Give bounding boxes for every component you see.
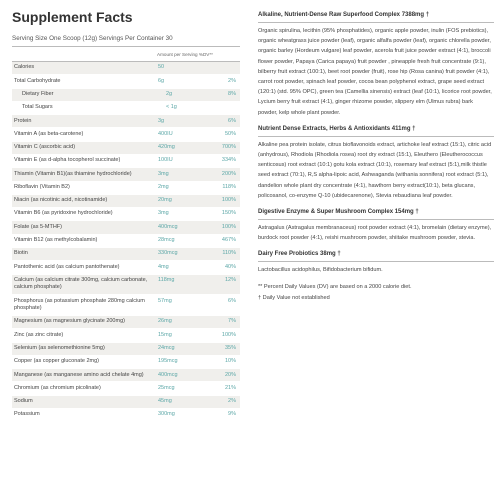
nutrient-name: Total Sugars bbox=[22, 104, 53, 111]
section-title: Digestive Enzyme & Super Mushroom Complex 154mg † bbox=[258, 207, 494, 220]
table-row bbox=[12, 168, 240, 181]
footnotes bbox=[258, 282, 494, 304]
nutrient-amount: 45mg bbox=[158, 398, 172, 405]
nutrient-amount: < 1g bbox=[166, 104, 177, 111]
nutrient-daily-value: 100% bbox=[221, 331, 236, 338]
ingredient-section bbox=[258, 10, 494, 118]
nutrient-amount: 420mg bbox=[158, 144, 175, 151]
nutrient-amount: 4mg bbox=[158, 263, 169, 270]
nutrient-name: Vitamin B6 (as pyridoxine hydrochloride) bbox=[14, 210, 113, 217]
nutrient-name: Protein bbox=[14, 117, 32, 124]
nutrient-daily-value: 9% bbox=[228, 411, 236, 418]
nutrient-amount: 100IU bbox=[158, 157, 173, 164]
nutrient-daily-value: 6% bbox=[228, 117, 236, 124]
nutrient-daily-value: 118% bbox=[222, 183, 236, 190]
nutrient-amount: 2mg bbox=[158, 183, 169, 190]
section-ingredients: Alkaline pea protein isolate, citrus bioflavonoids extract, artichoke leaf extract (15:1), citric acid (anhydrous), Rhodiola (Rhodiola rosea) root dry extract (15:1), Eleuthero (Eleutherococcus senticosus) root extract (10:1) gotu kola extract (10:1), rosemary leaf extract (5:1),milk thistle seed extract (70:1), R,S alpha-lipoic acid, Ashwaganda (withania sonnifera) root extract (5:1), dandelion whole plant dry concentrate (4:1), hawthorn berry extract(10:1), beta glucans, policosanol, co-enzyme Q-10 (ubidecarenone), Stevia rebaudiana leaf powder. bbox=[258, 141, 492, 199]
nutrient-amount: 118mg bbox=[158, 276, 175, 283]
section-title: Nutrient Dense Extracts, Herbs & Antioxidants 411mg † bbox=[258, 124, 494, 137]
nutrient-name: Folate (as 5-MTHF) bbox=[14, 223, 62, 230]
table-row bbox=[12, 261, 240, 274]
table-row bbox=[12, 248, 240, 261]
section-ingredients: Astragalus (Astragalus membranaceus) root powder extract (4:1), bromelain (dietary enzyme), burdock root powder (4:1), reishi mushroom powder, shiitake mushroom powder, stevia. bbox=[258, 225, 492, 242]
table-row bbox=[12, 102, 240, 115]
nutrient-name: Selenium (as selenomethionine 5mg) bbox=[14, 345, 105, 352]
nutrient-name: Riboflavin (Vitamin B2) bbox=[14, 183, 70, 190]
ingredient-section bbox=[258, 207, 494, 243]
nutrient-name: Dietary Fiber bbox=[22, 90, 54, 97]
table-row bbox=[12, 221, 240, 234]
nutrient-daily-value: 20% bbox=[224, 371, 236, 378]
table-header bbox=[12, 46, 240, 62]
nutrient-table bbox=[12, 62, 240, 422]
table-row bbox=[12, 316, 240, 329]
nutrient-daily-value: 35% bbox=[224, 345, 236, 352]
nutrient-daily-value: 21% bbox=[224, 384, 236, 391]
nutrient-daily-value: 110% bbox=[222, 250, 236, 257]
nutrient-daily-value: 100% bbox=[221, 223, 236, 230]
nutrient-amount: 20mg bbox=[158, 197, 172, 204]
nutrient-name: Magnesium (as magnesium glycinate 200mg) bbox=[14, 318, 125, 325]
nutrient-amount: 400mcg bbox=[158, 223, 178, 230]
nutrient-amount: 3mg bbox=[158, 210, 169, 217]
nutrient-name: Vitamin B12 (as methylcobalamin) bbox=[14, 237, 98, 244]
table-row bbox=[12, 75, 240, 88]
table-row bbox=[12, 62, 240, 75]
nutrient-amount: 57mg bbox=[158, 297, 172, 304]
nutrient-name: Biotin bbox=[14, 250, 28, 257]
table-row bbox=[12, 295, 240, 316]
nutrient-name: Manganese (as manganese amino acid chelate 4mg) bbox=[14, 371, 144, 378]
ingredients-column bbox=[258, 10, 494, 304]
nutrient-daily-value: 10% bbox=[224, 358, 236, 365]
table-row bbox=[12, 89, 240, 102]
serving-info: Serving Size One Scoop (12g) Servings Per Container 30 bbox=[12, 35, 173, 42]
section-ingredients: Lactobacillus acidophilus, Bifidobacterium bifidum. bbox=[258, 267, 383, 274]
nutrient-daily-value: 334% bbox=[221, 157, 236, 164]
table-row bbox=[12, 195, 240, 208]
nutrient-daily-value: 50% bbox=[224, 130, 236, 137]
nutrient-daily-value: 150% bbox=[221, 210, 236, 217]
nutrient-name: Copper (as copper gluconate 2mg) bbox=[14, 358, 99, 365]
table-row bbox=[12, 396, 240, 409]
section-title: Dairy Free Probiotics 38mg † bbox=[258, 249, 494, 262]
footnote-dv: ** Percent Daily Values (DV) are based on a 2000 calorie diet. bbox=[258, 283, 412, 290]
nutrient-amount: 15mg bbox=[158, 331, 172, 338]
table-row bbox=[12, 155, 240, 168]
nutrient-name: Niacin (as nicotinic acid, nicotinamide) bbox=[14, 197, 108, 204]
nutrient-amount: 50 bbox=[158, 64, 165, 71]
nutrient-amount: 195mcg bbox=[158, 358, 178, 365]
table-row bbox=[12, 182, 240, 195]
nutrient-name: Potassium bbox=[14, 411, 40, 418]
nutrient-name: Chromium (as chromium picolinate) bbox=[14, 384, 101, 391]
nutrient-daily-value: 12% bbox=[224, 276, 236, 283]
ingredient-sections bbox=[258, 10, 494, 276]
table-row bbox=[12, 382, 240, 395]
nutrient-daily-value: 6% bbox=[228, 297, 236, 304]
nutrient-daily-value: 8% bbox=[228, 90, 236, 97]
table-row bbox=[12, 128, 240, 141]
nutrient-daily-value: 700% bbox=[221, 144, 236, 151]
nutrient-amount: 28mcg bbox=[158, 237, 175, 244]
table-row bbox=[12, 369, 240, 382]
table-row bbox=[12, 115, 240, 128]
nutrient-name: Total Carbohydrate bbox=[14, 77, 61, 84]
nutrient-name: Vitamin A (as beta-carotene) bbox=[14, 130, 84, 137]
nutrient-amount: 24mcg bbox=[158, 345, 175, 352]
nutrient-amount: 3g bbox=[158, 117, 165, 124]
nutrient-daily-value: 2% bbox=[228, 398, 236, 405]
nutrient-daily-value: 467% bbox=[221, 237, 236, 244]
facts-table-column bbox=[12, 8, 240, 422]
table-row bbox=[12, 142, 240, 155]
panel-title: Supplement Facts bbox=[12, 9, 133, 25]
nutrient-amount: 400mcg bbox=[158, 371, 178, 378]
nutrient-daily-value: 100% bbox=[221, 197, 236, 204]
table-row bbox=[12, 208, 240, 221]
nutrient-name: Zinc (as zinc citrate) bbox=[14, 331, 64, 338]
section-title: Alkaline, Nutrient-Dense Raw Superfood Complex 7388mg † bbox=[258, 10, 494, 23]
ingredient-section bbox=[258, 124, 494, 201]
nutrient-amount: 6g bbox=[158, 77, 165, 84]
ingredient-section bbox=[258, 249, 494, 275]
table-row bbox=[12, 329, 240, 342]
nutrient-amount: 26mg bbox=[158, 318, 172, 325]
nutrient-name: Thiamin (Vitamin B1)(as thiamine hydrochloride) bbox=[14, 170, 132, 177]
nutrient-name: Vitamin E (as d-alpha tocopherol succinate) bbox=[14, 157, 121, 164]
table-row bbox=[12, 409, 240, 422]
nutrient-amount: 300mg bbox=[158, 411, 175, 418]
nutrient-amount: 2g bbox=[166, 90, 173, 97]
amount-per-serving-header: Amount per Serving %DV** bbox=[157, 51, 213, 57]
table-row bbox=[12, 356, 240, 369]
nutrient-amount: 400IU bbox=[158, 130, 173, 137]
nutrient-daily-value: 40% bbox=[224, 263, 236, 270]
section-ingredients: Organic spirulina, lecithin (95% phosphatides), organic apple powder, inulin (FOS prebiotics), organic wheatgrass juice powder (leaf), organic alfalfa powder (leaf), organic chlorella powder, organic barley (Hordeum vulgare) leaf powder, acerola fruit juice powder extract (4:1), broccoli flower powder, Papaya (Carica papaya) fruit powder , pineapple fresh fruit concentrate (9:1), bilberry fruit extract (100:1), beet root powder (fruit), rose hip (Rosa canina) fruit powder (4:1), carrot root powder, spinach leaf powder, cocoa bean polyphenol extract, grape seed extract (120:1) (std. 95% OPC), green tea (Camellia sinensis) extract (leaf (10:1), licorice root powder, Lycium berry fruit extract (4:1), ginger rhizome powder, slippery elm (Ulmus rubra) bark powder, kelp whole plant powder. bbox=[258, 28, 492, 116]
nutrient-daily-value: 2% bbox=[228, 77, 236, 84]
table-row bbox=[12, 235, 240, 248]
nutrient-daily-value: 200% bbox=[221, 170, 236, 177]
table-row bbox=[12, 275, 240, 296]
nutrient-name: Vitamin C (ascorbic acid) bbox=[14, 144, 76, 151]
nutrient-name: Calories bbox=[14, 64, 35, 71]
nutrient-name: Pantothenic acid (as calcium pantothenate) bbox=[14, 263, 120, 270]
nutrient-name: Phosphorus (as potassium phosphate 280mg calcium phosphate) bbox=[14, 297, 145, 312]
nutrient-amount: 330mcg bbox=[158, 250, 178, 257]
nutrient-amount: 3mg bbox=[158, 170, 169, 177]
nutrient-name: Calcium (as calcium citrate 300mg, calcium carbonate, calcium phosphate) bbox=[14, 276, 148, 291]
nutrient-name: Sodium bbox=[14, 398, 33, 405]
table-row bbox=[12, 343, 240, 356]
footnote-dagger: † Daily Value not established bbox=[258, 294, 330, 301]
nutrient-daily-value: 7% bbox=[228, 318, 236, 325]
nutrient-amount: 25mcg bbox=[158, 384, 175, 391]
